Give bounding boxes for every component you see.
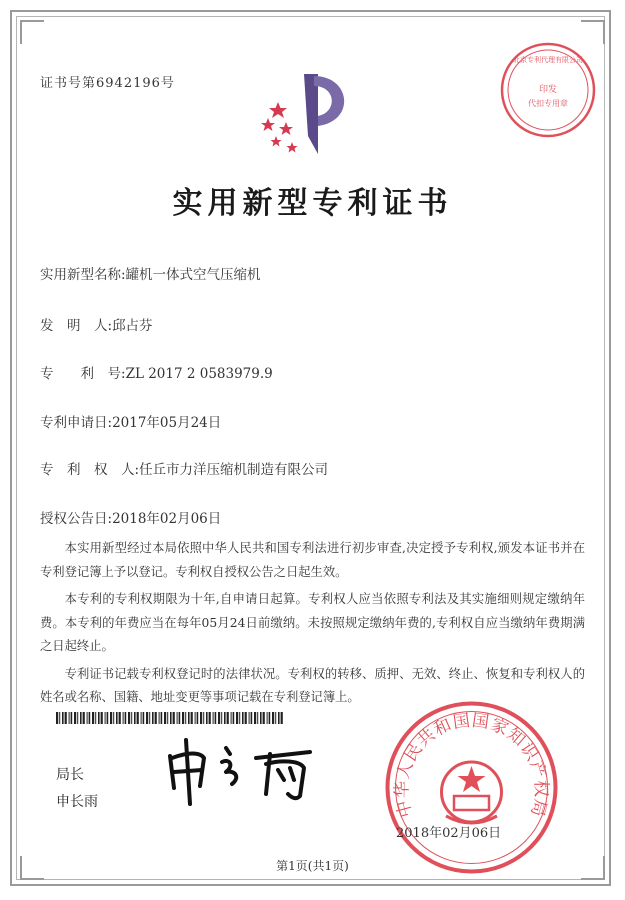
- field-grant-date: [40, 507, 221, 527]
- barcode-bar: [233, 712, 235, 724]
- barcode-bar: [188, 712, 190, 724]
- field-inventor: [40, 314, 153, 334]
- barcode-bar: [224, 712, 226, 724]
- barcode-bar: [185, 712, 186, 724]
- barcode-bar: [191, 712, 193, 724]
- barcode-bar: [260, 712, 262, 724]
- barcode-bar: [62, 712, 64, 724]
- barcode-bar: [167, 712, 168, 724]
- field-value: 罐机一体式空气压缩机: [125, 267, 261, 283]
- field-label: 实用新型名称:: [40, 267, 126, 283]
- field-application-date: [40, 411, 221, 431]
- barcode-bar: [209, 712, 211, 724]
- patent-office-logo-icon: [256, 66, 366, 161]
- barcode-bar: [173, 712, 175, 724]
- barcode-bar: [170, 712, 172, 724]
- barcode-bar: [128, 712, 130, 724]
- agency-seal-top: [498, 40, 598, 140]
- barcode-bar: [197, 712, 199, 724]
- field-label: 专利申请日:: [40, 415, 113, 431]
- barcode-bar: [116, 712, 118, 724]
- body-paragraph: 本专利的专利权期限为十年,自申请日起算。专利权人应当依照专利法及其实施细则规定缴纳年费。本专利的年费应当在每年05月24日前缴纳。未按照规定缴纳年费的,专利权自应当缴纳年费期满之日起终止。: [40, 592, 585, 653]
- field-label: 专 利 权 人:: [40, 462, 140, 478]
- barcode-bar: [101, 712, 103, 724]
- field-patentee: [40, 458, 328, 478]
- barcode-bar: [275, 712, 276, 724]
- state-ip-office-seal: [384, 700, 559, 875]
- barcode-bar: [137, 712, 139, 724]
- barcode-bar: [267, 712, 268, 724]
- certificate-body: [40, 537, 585, 710]
- corner-ornament: [20, 20, 44, 44]
- barcode-bar: [218, 712, 220, 724]
- barcode-bar: [200, 712, 202, 724]
- page-number: 第1页(共1页): [276, 859, 349, 873]
- barcode-bar: [95, 712, 96, 724]
- barcode-bar: [98, 712, 100, 724]
- barcode-bar: [254, 712, 256, 724]
- barcode-bar: [251, 712, 253, 724]
- barcode-bar: [105, 712, 106, 724]
- barcode-bar: [215, 712, 217, 724]
- barcode-bar: [110, 712, 112, 724]
- barcode-bar: [134, 712, 136, 724]
- barcode-bar: [182, 712, 184, 724]
- body-paragraph: 专利证书记载专利权登记时的法律状况。专利权的转移、质押、无效、终止、恢复和专利权人的姓名或名称、国籍、地址变更等事项记载在专利登记簿上。: [40, 666, 585, 704]
- certificate-number: 证书号第6942196号: [40, 76, 175, 91]
- barcode-bar: [213, 712, 214, 724]
- barcode-bar: [152, 712, 154, 724]
- barcode-bar: [195, 712, 196, 724]
- barcode-bar: [141, 712, 142, 724]
- barcode-bar: [159, 712, 160, 724]
- barcode-bar: [231, 712, 232, 724]
- barcode-bar: [71, 712, 73, 724]
- barcode-bar: [155, 712, 157, 724]
- barcode-bar: [80, 712, 82, 724]
- barcode-bar: [164, 712, 166, 724]
- barcode: [56, 712, 286, 724]
- barcode-bar: [59, 712, 60, 724]
- barcode-bar: [221, 712, 222, 724]
- barcode-bar: [119, 712, 121, 724]
- barcode-bar: [179, 712, 181, 724]
- field-patent-number: [40, 362, 273, 382]
- barcode-bar: [77, 712, 78, 724]
- svg-text:北京专利代理有限公司: 北京专利代理有限公司: [513, 56, 583, 64]
- director-title: 局长: [56, 767, 84, 783]
- barcode-bar: [74, 712, 76, 724]
- barcode-bar: [203, 712, 204, 724]
- barcode-bar: [123, 712, 124, 724]
- barcode-bar: [236, 712, 238, 724]
- barcode-bar: [161, 712, 163, 724]
- svg-text:中华人民共和国国家知识产权局: 中华人民共和国国家知识产权局: [392, 710, 551, 820]
- svg-text:代扣专用章: 代扣专用章: [528, 99, 568, 108]
- barcode-bar: [131, 712, 132, 724]
- field-value: 2017年05月24日: [112, 415, 222, 431]
- barcode-bar: [269, 712, 271, 724]
- barcode-bar: [56, 712, 58, 724]
- barcode-bar: [272, 712, 274, 724]
- issue-date: 2018年02月06日: [396, 826, 502, 841]
- barcode-bar: [92, 712, 94, 724]
- field-label: 专 利 号:: [40, 366, 126, 382]
- barcode-bar: [146, 712, 148, 724]
- field-value: 2018年02月06日: [112, 511, 222, 527]
- barcode-bar: [281, 712, 283, 724]
- barcode-bar: [227, 712, 229, 724]
- field-label: 授权公告日:: [40, 511, 113, 527]
- barcode-bar: [239, 712, 240, 724]
- svg-text:印发: 印发: [538, 85, 558, 95]
- barcode-bar: [87, 712, 88, 724]
- barcode-bar: [242, 712, 244, 724]
- field-value: 邱占芬: [112, 318, 153, 334]
- barcode-bar: [89, 712, 91, 724]
- barcode-bar: [65, 712, 67, 724]
- body-paragraph: 本实用新型经过本局依照中华人民共和国专利法进行初步审查,决定授予专利权,颁发本证书并在专利登记簿上予以登记。专利权自授权公告之日起生效。: [40, 541, 585, 579]
- director-signature: [160, 728, 320, 808]
- barcode-bar: [245, 712, 247, 724]
- field-label: 发 明 人:: [40, 318, 113, 334]
- barcode-bar: [263, 712, 265, 724]
- barcode-bar: [143, 712, 145, 724]
- barcode-bar: [69, 712, 70, 724]
- barcode-bar: [249, 712, 250, 724]
- barcode-bar: [149, 712, 150, 724]
- barcode-bar: [177, 712, 178, 724]
- barcode-bar: [113, 712, 114, 724]
- barcode-bar: [206, 712, 208, 724]
- barcode-bar: [278, 712, 280, 724]
- barcode-bar: [83, 712, 85, 724]
- barcode-bar: [107, 712, 109, 724]
- document-title: 实用新型专利证书: [172, 186, 453, 221]
- field-utility-model-name: [40, 263, 261, 283]
- field-value: 任丘市力洋压缩机制造有限公司: [139, 462, 329, 478]
- director-name: 申长雨: [56, 794, 98, 810]
- field-value: ZL 2017 2 0583979.9: [125, 366, 273, 382]
- barcode-bar: [125, 712, 127, 724]
- barcode-bar: [257, 712, 258, 724]
